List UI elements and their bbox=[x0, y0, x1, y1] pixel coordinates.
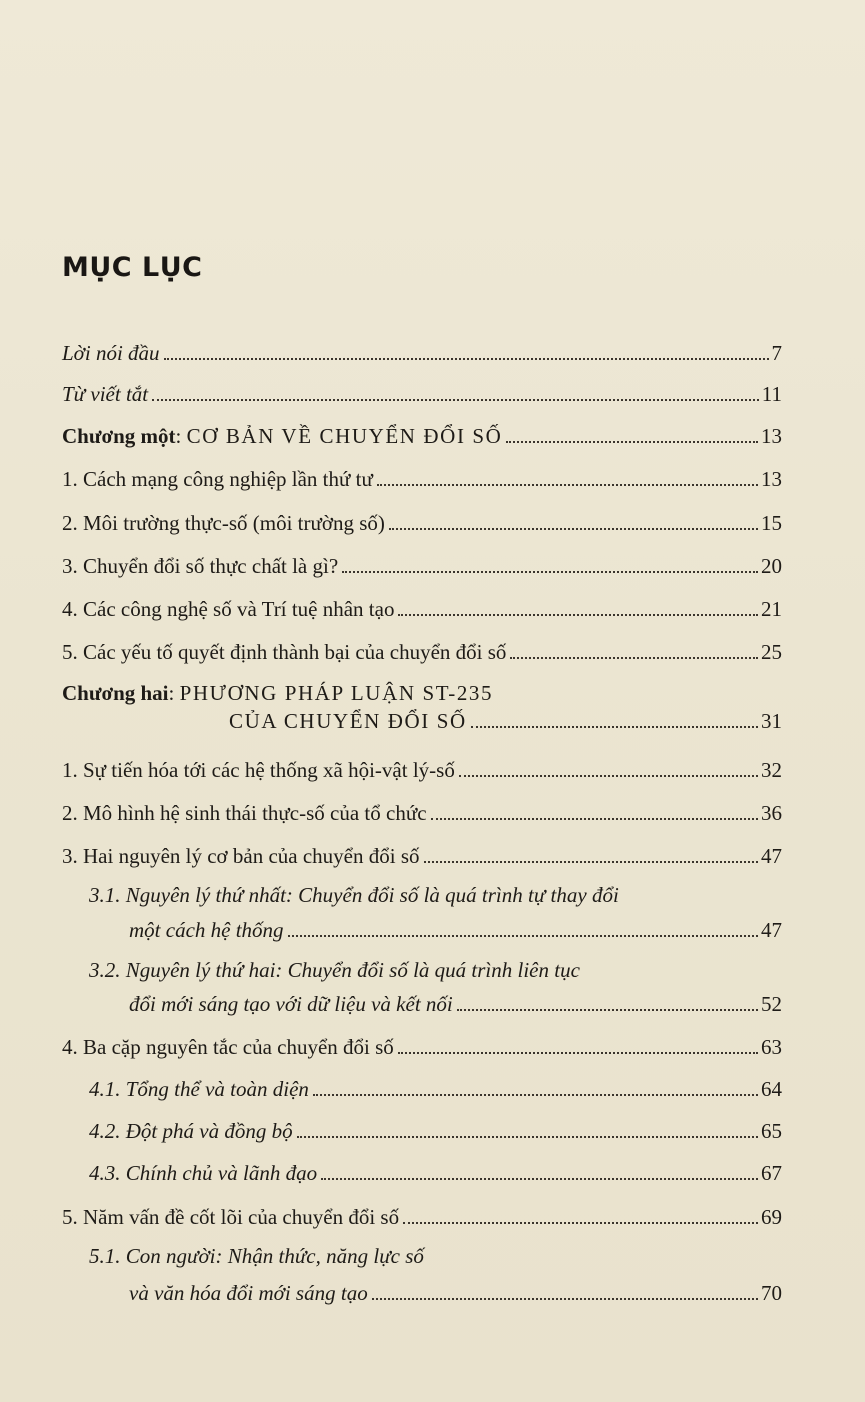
dot-leader bbox=[288, 935, 758, 937]
chapter-label: Chương hai bbox=[62, 681, 169, 705]
dot-leader bbox=[459, 775, 758, 777]
toc-entry[interactable]: 2. Mô hình hệ sinh thái thực-số của tổ chức 36 bbox=[62, 801, 782, 825]
toc-subentry-3-2-line2[interactable]: đổi mới sáng tạo với dữ liệu và kết nối 52 bbox=[129, 992, 782, 1016]
toc-subentry-3-1-line1[interactable]: 3.1. Nguyên lý thứ nhất: Chuyển đổi số là quá trình tự thay đổi bbox=[89, 883, 619, 907]
toc-subentry-3-2-line1[interactable]: 3.2. Nguyên lý thứ hai: Chuyển đổi số là quá trình liên tục bbox=[89, 958, 580, 982]
toc-subentry-5-1-line2[interactable]: và văn hóa đổi mới sáng tạo 70 bbox=[129, 1281, 782, 1305]
dot-leader bbox=[398, 1052, 758, 1054]
toc-entry-preface[interactable]: Lời nói đầu 7 bbox=[62, 341, 782, 365]
dot-leader bbox=[372, 1298, 758, 1300]
dot-leader bbox=[164, 358, 769, 360]
chapter-name: CƠ BẢN VỀ CHUYỂN ĐỔI SỐ bbox=[186, 424, 503, 448]
chapter-label: Chương một bbox=[62, 424, 176, 448]
dot-leader bbox=[424, 861, 758, 863]
toc-chapter-two-line1[interactable]: Chương hai: PHƯƠNG PHÁP LUẬN ST-235 bbox=[62, 681, 494, 705]
toc-entry[interactable]: 4. Các công nghệ số và Trí tuệ nhân tạo 21 bbox=[62, 597, 782, 621]
toc-subentry-5-1-line1[interactable]: 5.1. Con người: Nhận thức, năng lực số bbox=[89, 1244, 424, 1268]
dot-leader bbox=[403, 1222, 758, 1224]
toc-entry[interactable]: 3. Chuyển đổi số thực chất là gì? 20 bbox=[62, 554, 782, 578]
dot-leader bbox=[398, 614, 758, 616]
dot-leader bbox=[377, 484, 758, 486]
dot-leader bbox=[297, 1136, 758, 1138]
toc-entry[interactable]: 5. Các yếu tố quyết định thành bại của chuyển đổi số 25 bbox=[62, 640, 782, 664]
toc-subentry-3-1-line2[interactable]: một cách hệ thống 47 bbox=[129, 918, 782, 942]
toc-entry[interactable]: 1. Sự tiến hóa tới các hệ thống xã hội-vật lý-số 32 bbox=[62, 758, 782, 782]
toc-chapter-two-line2[interactable]: CỦA CHUYỂN ĐỔI SỐ 31 bbox=[229, 709, 782, 733]
dot-leader bbox=[457, 1009, 758, 1011]
toc-entry[interactable]: 1. Cách mạng công nghiệp lần thứ tư 13 bbox=[62, 467, 782, 491]
dot-leader bbox=[313, 1094, 758, 1096]
dot-leader bbox=[389, 528, 758, 530]
toc-entry[interactable]: 3. Hai nguyên lý cơ bản của chuyển đổi số 47 bbox=[62, 844, 782, 868]
chapter-name-line2: CỦA CHUYỂN ĐỔI SỐ bbox=[229, 709, 467, 733]
toc-entry[interactable]: 5. Năm vấn đề cốt lõi của chuyển đổi số 69 bbox=[62, 1205, 782, 1229]
toc-entry[interactable]: 2. Môi trường thực-số (môi trường số) 15 bbox=[62, 511, 782, 535]
dot-leader bbox=[342, 571, 758, 573]
chapter-name-line1: PHƯƠNG PHÁP LUẬN ST-235 bbox=[179, 681, 494, 705]
toc-chapter-one[interactable]: Chương một: CƠ BẢN VỀ CHUYỂN ĐỔI SỐ 13 bbox=[62, 424, 782, 448]
dot-leader bbox=[510, 657, 758, 659]
dot-leader bbox=[471, 726, 758, 728]
dot-leader bbox=[506, 441, 758, 443]
toc-subentry[interactable]: 4.3. Chính chủ và lãnh đạo 67 bbox=[89, 1161, 782, 1185]
dot-leader bbox=[431, 818, 758, 820]
toc-entry[interactable]: 4. Ba cặp nguyên tắc của chuyển đổi số 63 bbox=[62, 1035, 782, 1059]
toc-entry-abbreviations[interactable]: Từ viết tắt 11 bbox=[62, 382, 782, 406]
toc-subentry[interactable]: 4.1. Tổng thể và toàn diện 64 bbox=[89, 1077, 782, 1101]
toc-subentry[interactable]: 4.2. Đột phá và đồng bộ 65 bbox=[89, 1119, 782, 1143]
dot-leader bbox=[152, 399, 759, 401]
page-title: MỤC LỤC bbox=[62, 252, 203, 283]
dot-leader bbox=[321, 1178, 758, 1180]
